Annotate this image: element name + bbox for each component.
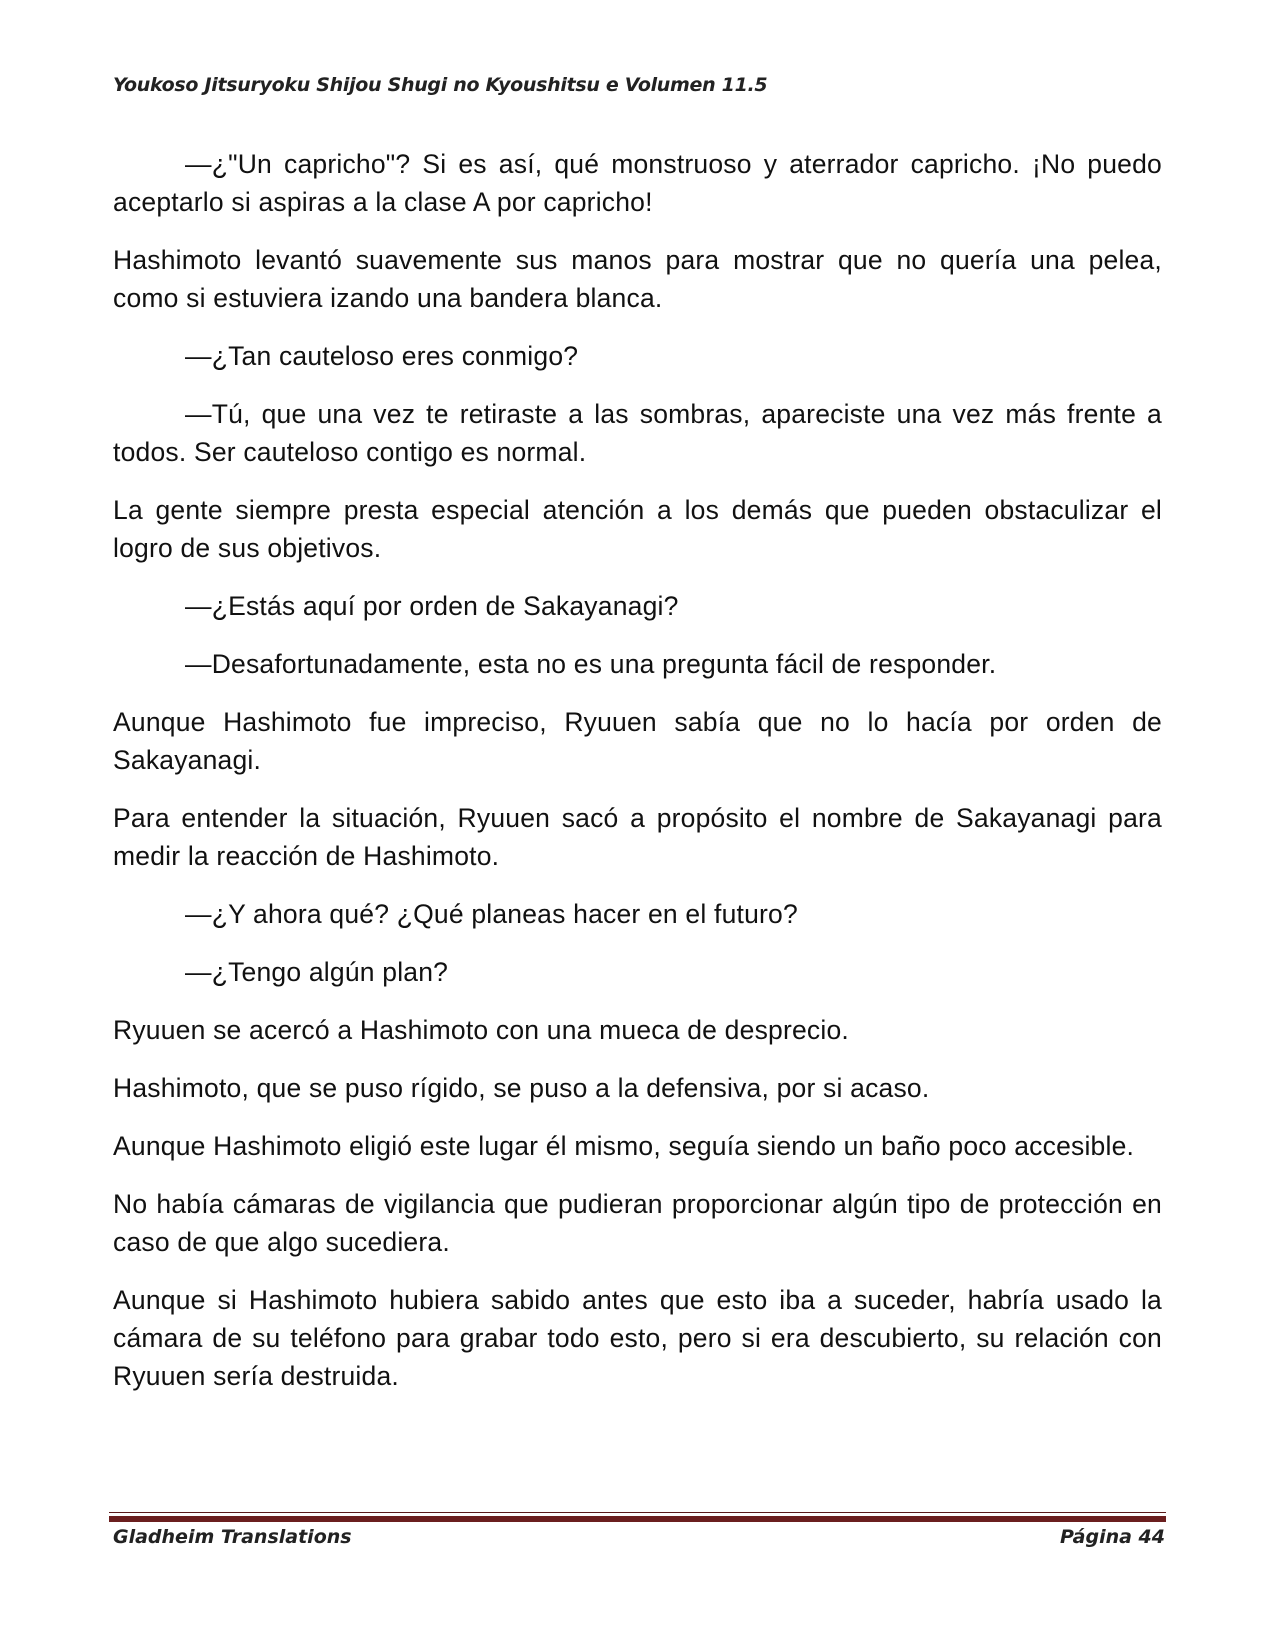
paragraph-16: Aunque si Hashimoto hubiera sabido antes que esto iba a suceder, habría usado la cámara de su teléfono para grabar todo esto, pero si era descubierto, su relación con Ryuuen sería destruida. bbox=[113, 1285, 1162, 1391]
paragraph-12: Ryuuen se acercó a Hashimoto con una mueca de desprecio. bbox=[113, 1015, 849, 1045]
paragraph-11: —¿Tengo algún plan? bbox=[185, 957, 449, 987]
paragraph-14: Aunque Hashimoto eligió este lugar él mismo, seguía siendo un baño poco accesible. bbox=[113, 1131, 1135, 1161]
paragraph-4: —Tú, que una vez te retiraste a las sombras, apareciste una vez más frente a todos. Ser cauteloso contigo es normal. bbox=[113, 399, 1162, 467]
paragraph-6: —¿Estás aquí por orden de Sakayanagi? bbox=[185, 591, 679, 621]
paragraph-3: —¿Tan cauteloso eres conmigo? bbox=[185, 341, 579, 371]
paragraph-10: —¿Y ahora qué? ¿Qué planeas hacer en el futuro? bbox=[185, 899, 798, 929]
paragraph-13: Hashimoto, que se puso rígido, se puso a la defensiva, por si acaso. bbox=[113, 1073, 930, 1103]
paragraph-5: La gente siempre presta especial atención a los demás que pueden obstaculizar el logro de sus objetivos. bbox=[113, 495, 1162, 563]
paragraph-2: Hashimoto levantó suavemente sus manos para mostrar que no quería una pelea, como si estuviera izando una bandera blanca. bbox=[113, 245, 1162, 313]
footer-divider-thick bbox=[109, 1516, 1166, 1522]
footer-divider-thin bbox=[109, 1512, 1166, 1513]
footer-translator-credit: Gladheim Translations bbox=[113, 1526, 352, 1548]
paragraph-8: Aunque Hashimoto fue impreciso, Ryuuen sabía que no lo hacía por orden de Sakayanagi. bbox=[113, 707, 1162, 775]
page-body bbox=[113, 145, 1162, 1415]
footer-page-number: Página 44 bbox=[1059, 1526, 1165, 1548]
running-header-title: Youkoso Jitsuryoku Shijou Shugi no Kyoushitsu e Volumen 11.5 bbox=[113, 74, 768, 96]
paragraph-9: Para entender la situación, Ryuuen sacó a propósito el nombre de Sakayanagi para medir la reacción de Hashimoto. bbox=[113, 803, 1162, 871]
paragraph-15: No había cámaras de vigilancia que pudieran proporcionar algún tipo de protección en caso de que algo sucediera. bbox=[113, 1189, 1162, 1257]
paragraph-7: —Desafortunadamente, esta no es una pregunta fácil de responder. bbox=[185, 649, 997, 679]
paragraph-1: —¿"Un capricho"? Si es así, qué monstruoso y aterrador capricho. ¡No puedo aceptarlo si aspiras a la clase A por capricho! bbox=[113, 149, 1162, 217]
